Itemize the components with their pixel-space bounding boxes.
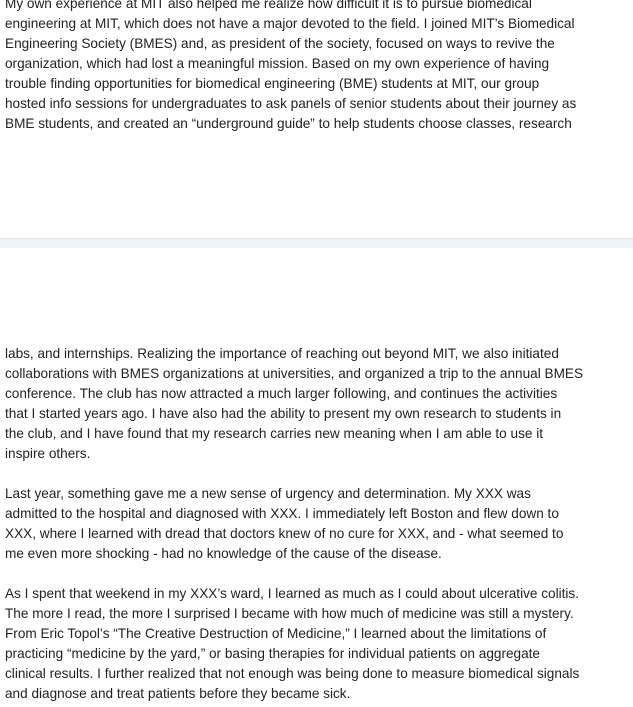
text-line: hosted info sessions for undergraduates to ask panels of senior students about their journey as [5,96,577,111]
text-line: me even more shocking - had no knowledge of the cause of the disease. [5,546,442,561]
text-line: inspire others. [5,446,91,461]
text-line: BME students, and created an “underground guide” to help students choose classes, research [5,116,572,131]
text-line: collaborations with BMES organizations at universities, and organized a trip to the annual BMES [5,366,584,381]
document-page-bottom [0,248,633,707]
text-line: The more I read, the more I surprised I became with how much of medicine was still a mystery. [5,606,574,621]
paragraph-urgency [5,484,631,564]
text-line: labs, and internships. Realizing the importance of reaching out beyond MIT, we also initiated [5,346,559,361]
text-line: XXX, where I learned with dread that doctors knew of no cure for XXX, and - what seemed to [5,526,564,541]
paragraph-spacer [5,564,631,584]
text-line: and diagnose and treat patients before they became sick. [5,686,351,701]
text-line: organization, which had lost a meaningful mission. Based on my own experience of having [5,56,550,71]
text-line: trouble finding opportunities for biomedical engineering (BME) students at MIT, our group [5,76,540,91]
paragraph-bmes-experience [5,0,631,134]
text-line: engineering at MIT, which does not have a major devoted to the field. I joined MIT’s Biomedical [5,16,575,31]
paragraph-bmes-continued [5,344,631,464]
text-line: the club, and I have found that my research carries new meaning when I am able to use it [5,426,544,441]
text-line: that I started years ago. I have also had the ability to present my own research to students in [5,406,562,421]
text-line: admitted to the hospital and diagnosed with XXX. I immediately left Boston and flew down to [5,506,559,521]
text-line: Engineering Society (BMES) and, as president of the society, focused on ways to revive the [5,36,555,51]
document-body [5,344,631,704]
paragraph-spacer [5,464,631,484]
page-break [0,238,633,248]
text-line: clinical results. I further realized that not enough was being done to measure biomedical signals [5,666,580,681]
document-page-top [0,0,633,238]
text-line: From Eric Topol’s “The Creative Destruction of Medicine,” I learned about the limitations of [5,626,547,641]
paragraph-medicine-mystery [5,584,631,704]
text-line: My own experience at MIT also helped me realize how difficult it is to pursue biomedical [5,0,532,11]
text-line: As I spent that weekend in my XXX’s ward, I learned as much as I could about ulcerative colitis. [5,586,579,601]
text-line: conference. The club has now attracted a much larger following, and continues the activities [5,386,558,401]
text-line: Last year, something gave me a new sense of urgency and determination. My XXX was [5,486,531,501]
text-line: practicing “medicine by the yard,” or basing therapies for individual patients on aggregate [5,646,540,661]
